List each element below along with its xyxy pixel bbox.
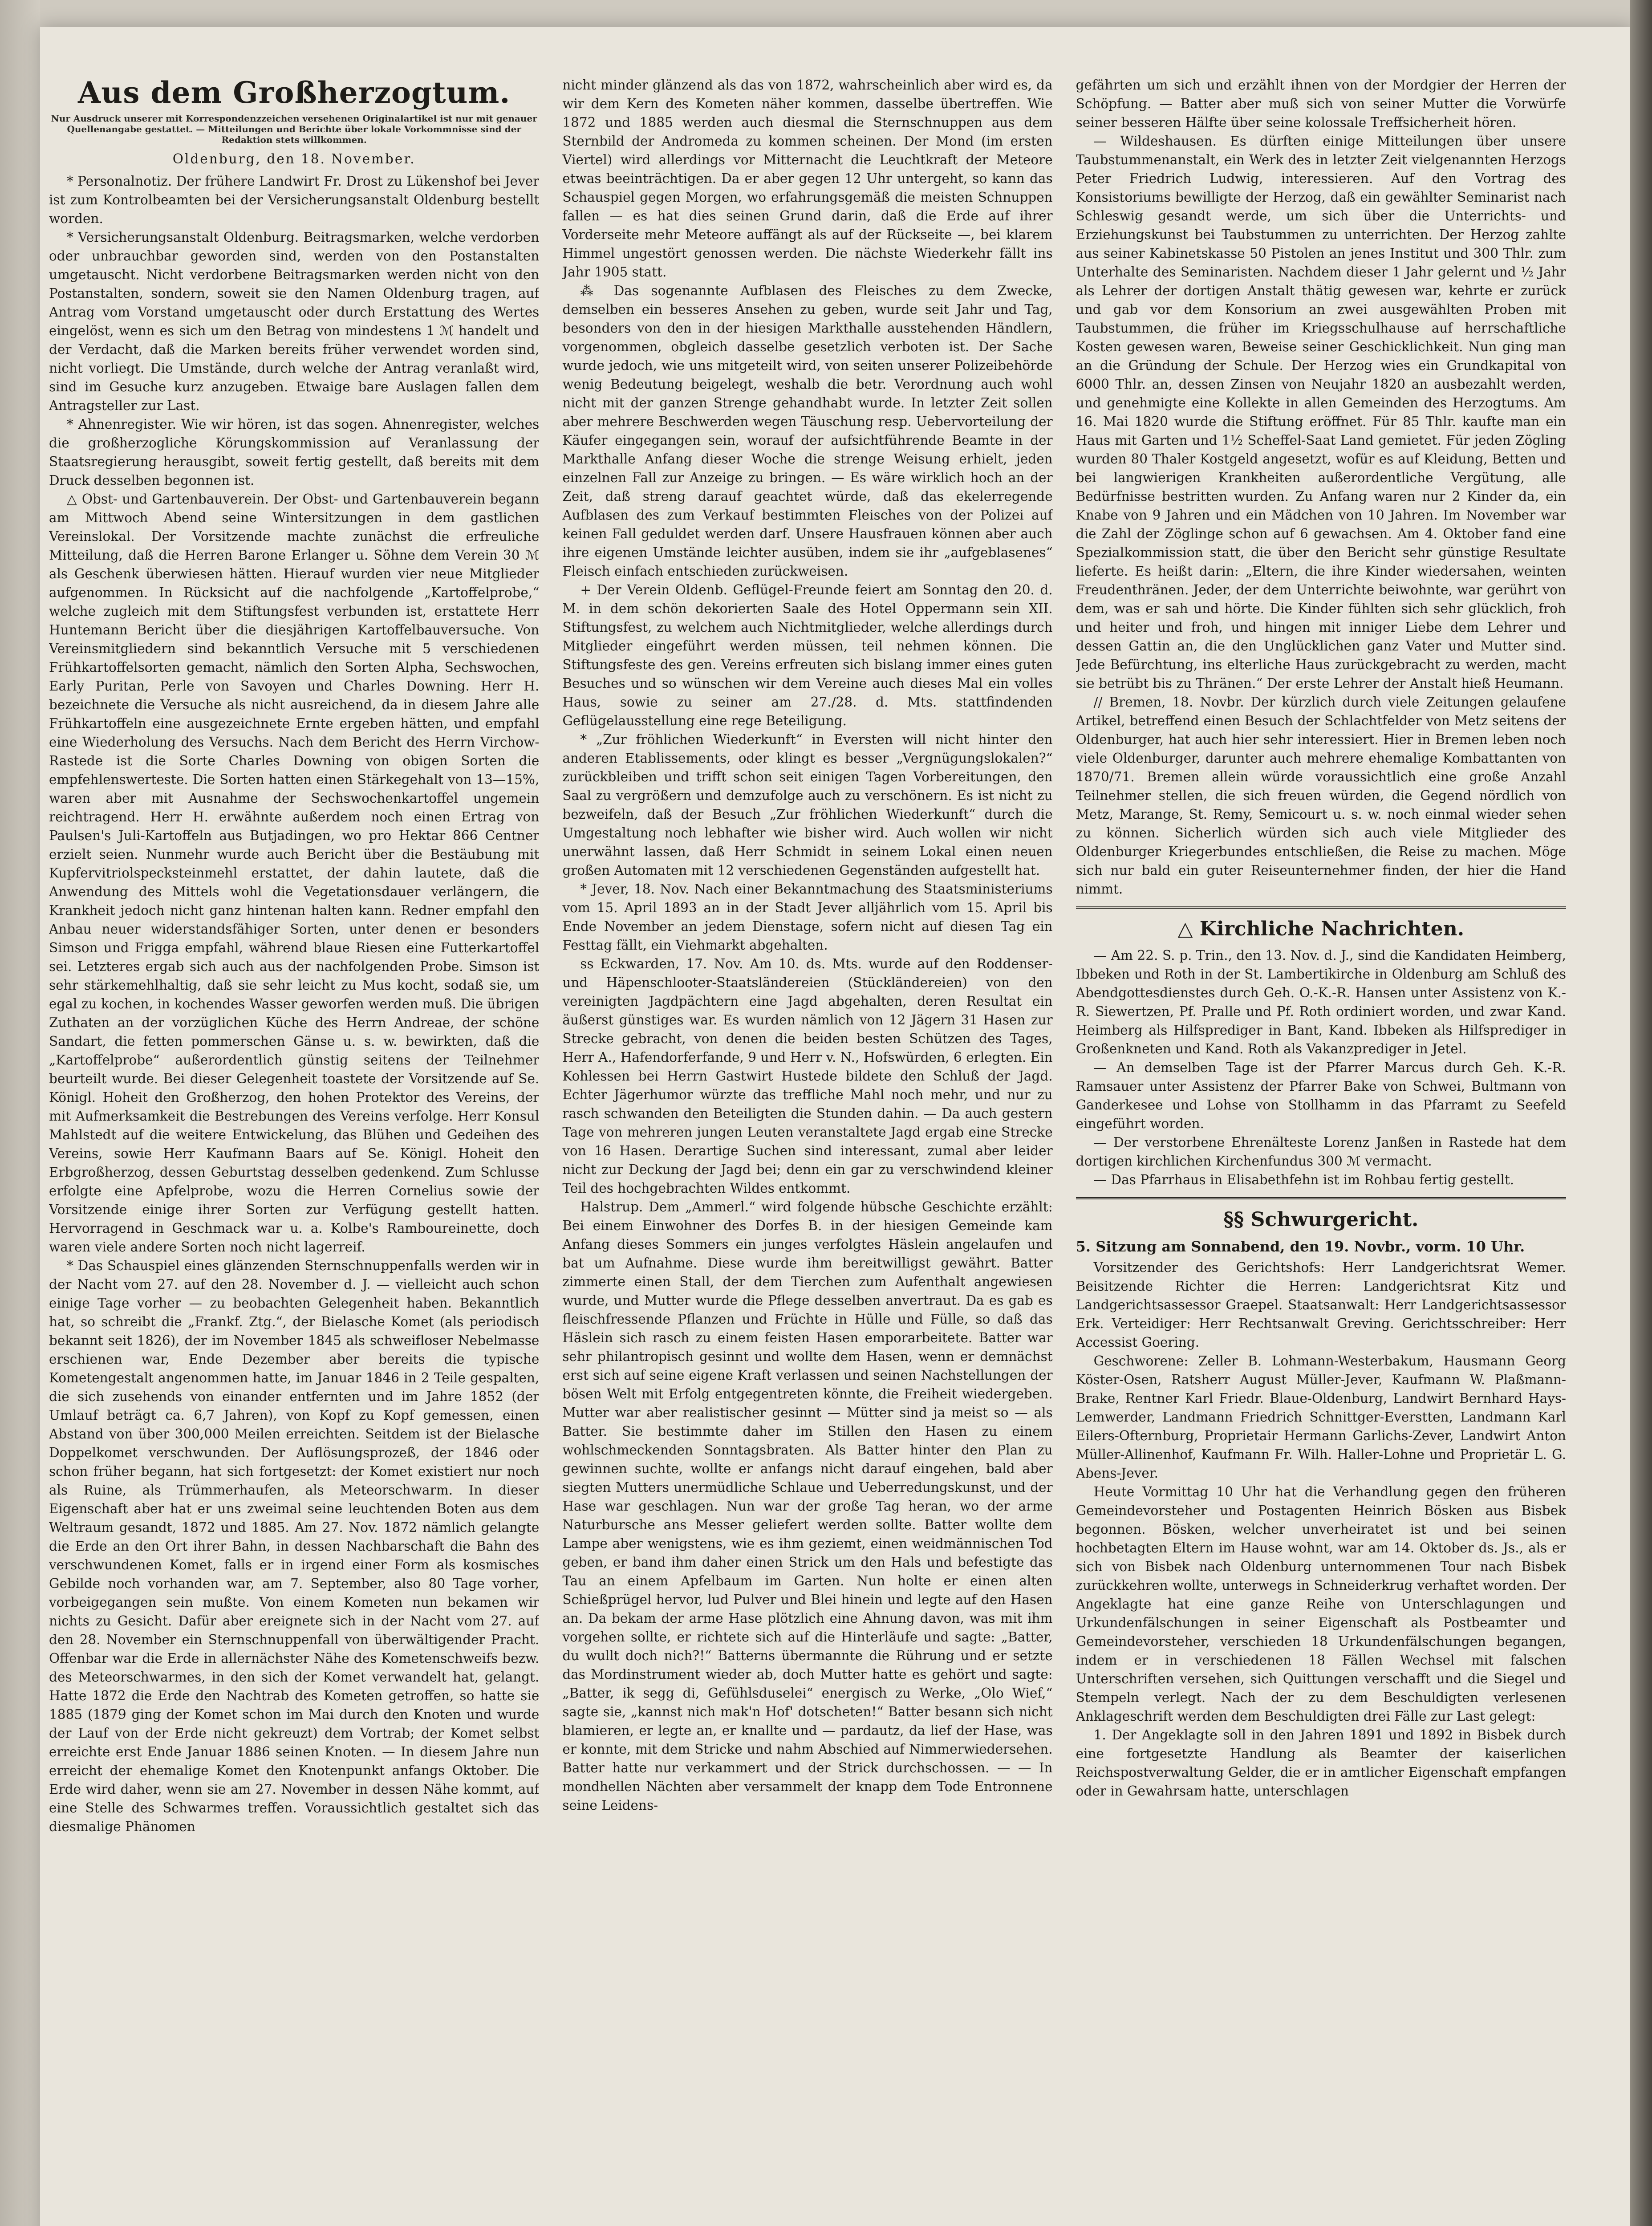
article-sternschnuppenfall: * Das Schauspiel eines glänzenden Sternschnuppenfalls werden wir in der Nacht vom 27. auf den 28. November d. J. — vielleicht auch schon einige Tage vorher — zu beobachten Gelegenheit haben. Bekanntlich hat, so schreibt die „Frankf. Ztg.“, der Bielasche Komet (als periodisch bekannt seit 1826), der im November 1845 als schweifloser Nebelmasse erschienen war, Ende Dezember aber bereits die typische Kometengestalt angenommen hatte, im Januar 1846 in 2 Teile gespalten, die sich zusehends von einander entfernten und im Jahre 1852 (der Umlauf beträgt ca. 6,7 Jahren), von Kopf zu Kopf gemessen, einen Abstand von über 300,000 Meilen erreichten. Seitdem ist der Bielasche Doppelkomet verschwunden. Der Auflösungsprozeß, der 1846 oder schon früher begann, hat sich fortgesetzt: der Komet existiert nur noch als Ruine, als Trümmerhaufen, als Meteorschwarm. In dieser Eigenschaft aber hat er uns zweimal seine leuchtenden Boten aus dem Weltraum gesandt, 1872 und 1885. Am 27. Nov. 1872 nämlich gelangte die Erde an den Ort ihrer Bahn, in dessen Nachbarschaft die Bahn des verschwundenen Komet, falls er in irgend einer Form als kosmisches Gebilde noch vorhanden war, am 7. September, also 80 Tage vorher, vorbeigegangen sein mußte. Von einem Kometen nun bekamen wir nichts zu Gesicht. Dafür aber ereignete sich in der Nacht vom 27. auf den 28. November ein Sternschnuppenfall von überwältigender Pracht. Offenbar war die Erde in allernächster Nähe des Kometenschweifs bezw. des Meteorschwarmes, in den sich der Komet verwandelt hat, gelangt. Hatte 1872 die Erde den Nachtrab des Kometen getroffen, so hatte sie 1885 (1879 ging der Komet schon im Mai durch den Knoten und wurde der Lauf von der Erde nicht gekreuzt) dem Vortrab; der Komet selbst erreichte erst Ende Januar 1886 seinen Knoten. — In diesem Jahre nun erreicht der ehemalige Komet den Knotenpunkt anfangs Oktober. Die Erde wird daher, wenn sie am 27. November in dessen Nähe kommt, auf eine Stelle des Schwarmes treffen. Voraussichtlich gestaltet sich das diesmalige Phänomen [49, 1258, 540, 1834]
article-jever-viehmarkt: * Jever, 18. Nov. Nach einer Bekanntmachung des Staatsministeriums vom 15. April 1893 an in der Stadt Jever alljährlich vom 15. April bis Ende November an jedem Dienstage, sofern nicht auf diesen Tag ein Festtag fällt, ein Viehmarkt abgehalten. [562, 881, 1053, 953]
column-2 [562, 76, 1052, 2226]
article-aufblasen-fleisch: ⁂ Das sogenannte Aufblasen des Fleisches zu dem Zwecke, demselben ein besseres Ansehen zu geben, wurde seit Jahr und Tag, besonders von den in der hiesigen Markthalle ausstehenden Händlern, vorgenommen, obgleich dasselbe gesetzlich verboten ist. Der Sache wurde jedoch, wie uns mitgeteilt wird, von seiten unserer Polizeibehörde wenig Bedeutung beigelegt, weshalb die betr. Verordnung auch wohl nicht mit der ganzen Strenge gehandhabt wurde. In letzter Zeit sollen aber mehrere Beschwerden wegen Täuschung resp. Uebervorteilung der Käufer eingegangen sein, worauf der aufsichtführende Beamte in der Markthalle Anfang dieser Woche die strenge Weisung erhielt, jeden einzelnen Fall zur Anzeige zu bringen. — Es wäre wirklich hoch an der Zeit, daß streng darauf geachtet würde, daß das ekelerregende Aufblasen des zum Verkauf bestimmten Fleisches von der Polizei auf keinen Fall geduldet werden darf. Unsere Hausfrauen können aber auch ihre eigenen Umstände leichter ausüben, indem sie ihr „aufgeblasenes“ Fleisch einfach entschieden zurückweisen. [562, 283, 1053, 579]
article-kirche-janssen: — Der verstorbene Ehrenälteste Lorenz Janßen in Rastede hat dem dortigen kirchlichen Kirchenfundus 300 ℳ vermacht. [1076, 1135, 1566, 1169]
article-wildeshausen: — Wildeshausen. Es dürften einige Mitteilungen über unsere Taubstummenanstalt, ein Werk des in letzter Zeit vielgenannten Herzogs Peter Friedrich Ludwig, interessieren. Auf den Vortrag des Konsistoriums bewilligte der Herzog, daß ein gewählter Seminarist nach Schleswig gesandt werde, um sich über die Unterrichts- und Erziehungskunst bei Taubstummen zu unterrichten. Der Herzog zahlte aus seiner Kabinetskasse 50 Pistolen an jenes Institut und 300 Thlr. zum Unterhalte des Seminaristen. Nachdem dieser 1 Jahr gelernt und ½ Jahr als Lehrer der dortigen Anstalt thätig gewesen war, kehrte er zurück und gab vor dem Konsorium an zwei ausgewählten Proben mit Taubstummen, die früher im Kriegsschulhause auf herrschaftliche Kosten gewesen waren, Beweise seiner Geschicklichkeit. Nun ging man an die Gründung der Schule. Der Herzog wies ein Grundkapital von 6000 Thlr. an, dessen Zinsen von Neujahr 1820 an ausbezahlt werden, und genehmigte eine Kollekte in allen Gemeinden des Herzogtums. Am 16. Mai 1820 wurde die Stiftung eröffnet. Für 85 Thlr. kaufte man ein Haus mit Garten und 1½ Scheffel-Saat Land gemietet. Für jeden Zögling wurden 80 Thaler Kostgeld angesetzt, wofür es auf Kleidung, Betten und bei langwierigen Krankheiten außerordentliche Vergütung, alle Bedürfnisse bestritten wurden. Zu Anfang waren nur 2 Kinder da, ein Knabe von 9 Jahren und ein Mädchen von 10 Jahren. Im November war die Zahl der Zöglinge schon auf 6 gewachsen. Am 4. Oktober fand eine Spezialkommission statt, die über den Bericht sehr günstige Resultate lieferte. Es heißt darin: „Eltern, die ihre Kinder wiedersahen, weinten Freudenthränen. Jeder, der dem Unterrichte beiwohnte, war gerührt von dem, was er sah und hörte. Die Kinder fühlten sich sehr glücklich, froh und heiter und froh, und hingen mit inniger Liebe dem Lehrer und dessen Gattin an, die den Unglücklichen ganz Vater und Mutter sind. Jede Befürchtung, ins elterliche Haus zurückgebracht zu werden, macht sie betrübt bis zu Thränen.“ Der erste Lehrer der Anstalt hieß Heumann. [1076, 134, 1566, 691]
article-schwurgericht-case: Heute Vormittag 10 Uhr hat die Verhandlung gegen den früheren Gemeindevorsteher und Postagenten Heinrich Bösken aus Bisbek begonnen. Bösken, welcher unverheiratet ist und bei seinen hochbetagten Eltern im Hause wohnt, war am 14. Oktober ds. Js., als er sich von Bisbek nach Oldenburg unternommenen Tour nach Bisbek zurückkehren wollte, unterwegs in Schneiderkrug verhaftet worden. Der Angeklagte hat eine ganze Reihe von Unterschlagungen und Urkundenfälschungen in seiner Eigenschaft als Postbeamter und Gemeindevorsteher, verschieden 18 Urkundenfälschungen begangen, indem er in verschiedenen 18 Fällen Wechsel mit falschen Unterschriften versehen, sich Quittungen verschafft und die Siegel und Stempeln verlegt. Nach der zu dem Beschuldigten verlesenen Anklageschrift werden dem Beschuldigten drei Fälle zur Last gelegt: [1076, 1484, 1566, 1724]
article-versicherungsanstalt: * Versicherungsanstalt Oldenburg. Beitragsmarken, welche verdorben oder unbrauchbar geworden sind, werden von den Postanstalten umgetauscht. Nicht verdorbene Beitragsmarken werden nicht von den Postanstalten, sondern, soweit sie den Namen Oldenburg tragen, auf Antrag vom Vorstand umgetauscht oder durch Erstattung des Wertes eingelöst, wenn es sich um den Betrag von mindestens 1 ℳ handelt und der Verdacht, daß die Marken bereits früher verwendet worden sind, nicht vorliegt. Die Umstände, durch welche der Antrag veranlaßt wird, sind im Gesuche kurz anzugeben. Etwaige bare Auslagen fallen dem Antragsteller zur Last. [49, 230, 540, 413]
article-sternschnuppen-cont: nicht minder glänzend als das von 1872, wahrscheinlich aber wird es, da wir dem Kern des Kometen näher kommen, dasselbe übertreffen. Wie 1872 und 1885 werden auch diesmal die Sternschnuppen aus dem Sternbild der Andromeda zu kommen scheinen. Der Mond (im ersten Viertel) wird allerdings vor Mitternacht die Leuchtkraft der Meteore etwas beeinträchtigen. Da er aber gegen 12 Uhr untergeht, so kann das Schauspiel gegen Morgen, wo erfahrungsgemäß die meisten Schnuppen fallen — es hat dies seinen Grund darin, daß die Erde auf ihrer Vorderseite mehr Meteore auffängt als auf der Rückseite —, bei klarem Himmel ungestört genossen werden. Die nächste Wiederkehr fällt ins Jahr 1905 statt. [562, 77, 1053, 280]
article-obst-gartenbauverein: △ Obst- und Gartenbauverein. Der Obst- und Gartenbauverein begann am Mittwoch Abend seine Wintersitzungen in dem gastlichen Vereinslokal. Der Vorsitzende machte zunächst die erfreuliche Mitteilung, daß die Herren Barone Erlanger u. Söhne dem Verein 30 ℳ als Geschenk überwiesen hätten. Hierauf wurden vier neue Mitglieder aufgenommen. In Rücksicht auf die nachfolgende „Kartoffelprobe,“ welche zugleich mit dem Stiftungsfest verbunden ist, erstattete Herr Huntemann Bericht über die diesjährigen Kartoffelbauversuche. Von Vereinsmitgliedern sind bekanntlich Versuche mit 5 verschiedenen Frühkartoffelsorten gemacht, nämlich den Sorten Alpha, Sechswochen, Early Puritan, Perle von Savoyen und Charles Downing. Herr H. bezeichnete die Versuche als nicht ausreichend, da in diesem Jahre alle Frühkartoffeln eine ausgezeichnete Ernte ergeben hätten, und empfahl eine Wiederholung des Versuchs. Nach dem Bericht des Herrn Virchow-Rastede ist die Sorte Charles Downing von obigen Sorten die empfehlenswerteste. Die Sorten hatten einen Stärkegehalt von 13—15%, waren aber mit Ausnahme der Sechswochenkartoffel ungemein reichtragend. Herr H. erwähnte außerdem noch einen Ertrag von Paulsen's Juli-Kartoffeln aus Butjadingen, wo pro Hektar 866 Centner erzielt seien. Nunmehr wurde auch Bericht über die Bestäubung mit Kupfervitriolspecksteinmehl erstattet, der dahin lautete, daß die Anwendung des Mittels wohl die Vegetationsdauer verlängern, die Krankheit jedoch nicht ganz hintenan halten kann. Redner empfahl den Anbau neuer widerstandsfähiger Sorten, unter denen er besonders Simson und Frigga empfahl, während blaue Riesen eine Futterkartoffel sei. Letzteres ergab sich auch aus der nachfolgenden Probe. Simson ist sehr stärkemehlhaltig, daß sie sehr leicht zu Mus kocht, sodaß sie, um egal zu kochen, in kochendes Wasser geworfen werden muß. Die übrigen Zuthaten an der vorzüglichen Küche des Herrn Andreae, der schöne Sandart, die fetten pommerschen Gänse u. s. w. bewirkten, daß die „Kartoffelprobe“ außerordentlich günstig seitens der Teilnehmer beurteilt wurde. Bei dieser Gelegenheit toastete der Vorsitzende auf Se. Königl. Hoheit den Großherzog, den hohen Protektor des Vereins, der mit Aufmerksamkeit die Bestrebungen des Vereins verfolge. Herr Konsul Mahlstedt auf die weitere Entwickelung, das Blühen und Gedeihen des Vereins, sowie Herr Kaufmann Baars auf Se. Königl. Hoheit den Erbgroßherzog, dessen Geburtstag desselben gedenkend. Zum Schlusse erfolgte eine Apfelprobe, wozu die Herren Cornelius sowie der Vorsitzende einige ihrer Sorten zur Verfügung gestellt hatten. Hervorragend in Geschmack war u. a. Kolbe's Ramboureinette, doch waren viele andere Sorten noch nicht lagerreif. [49, 492, 540, 1255]
article-schwurgericht-jurors: Geschworene: Zeller B. Lohmann-Westerbakum, Hausmann Georg Köster-Osen, Ratsherr August Müller-Jever, Kaufmann W. Plaßmann-Brake, Rentner Karl Friedr. Blaue-Oldenburg, Landwirt Bernhard Hays-Lemwerder, Landmann Friedrich Schnittger-Everstten, Landmann Karl Eilers-Ofternburg, Proprietair Hermann Garlichs-Zever, Landwirt Anton Müller-Allinenhof, Kaufmann Fr. Wilh. Haller-Lohne und Proprietär L. G. Abens-Jever. [1076, 1353, 1566, 1481]
article-bremen: // Bremen, 18. Novbr. Der kürzlich durch viele Zeitungen gelaufene Artikel, betreffend einen Besuch der Schlachtfelder von Metz seitens der Oldenburger, hat auch hier sehr interessiert. Hier in Bremen leben noch viele Oldenburger, darunter auch mehrere ehemalige Kombattanten von 1870/71. Bremen allein würde voraussichtlich eine große Anzahl Teilnehmer stellen, die sich freuen würden, die Gegend nördlich von Metz, Marange, St. Remy, Semicourt u. s. w. noch einmal wieder sehen zu können. Sicherlich würden sich auch viele Mitglieder des Oldenburger Kriegerbundes entschließen, die Reise zu machen. Möge sich nur bald ein guter Reiseunternehmer finden, der hier die Hand nimmt. [1076, 695, 1566, 897]
dateline: Oldenburg, den 18. November. [172, 151, 416, 167]
article-kirche-ordination: — Am 22. S. p. Trin., den 13. Nov. d. J., sind die Kandidaten Heimberg, Ibbeken und Roth in der St. Lambertikirche in Oldenburg am Schluß des Abendgottesdienstes durch Geh. O.-K.-R. Hansen unter Assistenz von K.-R. Siewertzen, Pf. Pralle und Pf. Roth ordiniert worden, und zwar Kand. Heimberg als Hilfsprediger in Bant, Kand. Ibbeken als Hilfsprediger in Großenkneten und Kand. Roth als Vakanzprediger in Jetel. [1076, 948, 1566, 1056]
kirchliche-nachrichten-title: △ Kirchliche Nachrichten. [1177, 918, 1465, 940]
article-personalnotiz: * Personalnotiz. Der frühere Landwirt Fr. Drost zu Lükenshof bei Jever ist zum Kontrolbeamten bei der Versicherungsanstalt Oldenburg bestellt worden. [49, 174, 540, 226]
article-halstrup-hase: Halstrup. Dem „Ammerl.“ wird folgende hübsche Geschichte erzählt: Bei einem Einwohner des Dorfes B. in der hiesigen Gemeinde kam Anfang dieses Sommers ein junges verfolgtes Häslein angelaufen und bat um Aufnahme. Diese wurde ihm bereitwilligst gewährt. Batter zimmerte einen Stall, der dem Tierchen zum Aufenthalt angewiesen wurde, und Mutter wurde die Pflege desselben anvertraut. Da es gab es fleischfressende Pflanzen und Früchte in Hülle und Fülle, so daß das Häslein sich rasch zu einem feisten Hasen emporarbeitete. Batter war sehr philantropisch gesinnt und wollte dem Hasen, wenn er demnächst erst sich auf seine eigene Kraft verlassen und seinen Nachstellungen der bösen Welt mit Erfolg entgegentreten könnte, die Freiheit wiedergeben. Mutter war aber realistischer gesinnt — Mütter sind ja meist so — als Batter. Sie bestimmte daher im Stillen den Hasen zu einem wohlschmeckenden Sonntagsbraten. Als Batter hinter den Plan zu gewinnen suchte, wollte er anfangs nicht darauf eingehen, bald aber siegten Mutters unermüdliche Schlaue und Ueberredungskunst, und der Hase war geschlagen. Nun war der große Tag heran, wo der arme Naturbursche ans Messer geliefert werden sollte. Batter wollte dem Lampe aber wenigstens, wie es ihm geziemt, einen weidmännischen Tod geben, er band ihm daher einen Strick um den Hals und befestigte das Tau an einem Apfelbaum im Garten. Nun holte er einen alten Schießprügel hervor, lud Pulver und Blei hinein und legte auf den Hasen an. Da bekam der arme Hase plötzlich eine Ahnung davon, was mit ihm vorgehen sollte, er richtete sich auf die Hinterläufe und sagte: „Batter, du wullt doch nich?!“ Batterns übermannte die Rührung und er setzte das Mordinstrument wieder ab, doch Mutter hatte es gehört und sagte: „Batter, ik segg di, Gefühlsduselei“ energisch zu Werke, „Olo Wief,“ sagte sie, „kannst nich mak'n Hof' dotscheten!“ Batter besann sich nicht blamieren, er legte an, er knallte und — pardautz, da lief der Hase, was er konnte, mit dem Stricke und nahm Abschied auf Nimmerwiedersehen. Batter hatte nur verkammert und der Strick durchschossen. — — In mondhellen Nächten aber versammelt der knapp dem Tode Entronnene seine Leidens- [562, 1199, 1053, 1813]
article-schwurgericht-charge-1: 1. Der Angeklagte soll in den Jahren 1891 und 1892 in Bisbek durch eine fortgesetzte Handlung als Beamter der kaiserlichen Reichspostverwaltung Gelder, die er in amtlicher Eigenschaft empfangen oder in Gewahrsam hatte, unterschlagen [1076, 1727, 1566, 1799]
article-froehliche-wiederkunft: * „Zur fröhlichen Wiederkunft“ in Eversten will nicht hinter den anderen Etablissements, oder klingt es besser „Vergnügungslokalen?“ zurückbleiben und trifft schon seit einigen Tagen Vorbereitungen, den Saal zu vergrößern und demzufolge auch zu verschönern. Es ist nicht zu bezweifeln, daß der Besuch „Zur fröhlichen Wiederkunft“ durch die Umgestaltung noch lebhafter wie bisher wird. Auch wollen wir nicht unerwähnt lassen, daß Herr Schmidt in seinem Lokal einen neuen großen Automaten mit 12 verschiedenen Gegenständen aufgestellt hat. [562, 732, 1053, 878]
section-divider-2 [1076, 1197, 1566, 1199]
article-gefluegel-freunde: + Der Verein Oldenb. Geflügel-Freunde feiert am Sonntag den 20. d. M. in dem schön dekorierten Saale des Hotel Oppermann sein XII. Stiftungsfest, zu welchem auch Nichtmitglieder, welche allerdings durch Mitglieder eingeführt werden müssen, teil nehmen können. Die Stiftungsfeste des gen. Vereins erfreuten sich bislang immer eines guten Besuches und so wünschen wir dem Vereine auch dieses Mal ein volles Haus, sowie zu seiner am 27./28. d. Mts. stattfindenden Geflügelausstellung eine rege Beteiligung. [562, 582, 1053, 728]
article-ahnenregister: * Ahnenregister. Wie wir hören, ist das sogen. Ahnenregister, welches die großherzogliche Körungskommission auf Veranlassung der Staatsregierung herausgibt, soweit fertig gestellt, daß bereits mit dem Druck desselben begonnen ist. [49, 417, 540, 488]
section-divider [1076, 906, 1566, 909]
scan-left-margin [0, 0, 40, 2226]
schwurgericht-session: 5. Sitzung am Sonnabend, den 19. Novbr., vorm. 10 Uhr. [1076, 1238, 1525, 1255]
text-columns [49, 76, 1589, 2226]
article-eckwarden-jagd: ss Eckwarden, 17. Nov. Am 10. ds. Mts. wurde auf den Roddenser- und Häpenschlooter-Staatsländereien (Stückländereien) von den vereinigten Jagdpächtern eine Jagd abgehalten, deren Resultat ein äußerst günstiges war. Es wurden nämlich von 12 Jägern 31 Hasen zur Strecke gebracht, von denen die beiden besten Schützen des Tages, Herr A., Hafendorferfande, 9 und Herr v. N., Hofswürden, 6 erlegten. Ein Kohlessen bei Herrn Gastwirt Hustede bildete den Schluß der Jagd. Echter Jägerhumor würzte das treffliche Mahl noch mehr, und nur zu rasch schwanden den Beteiligten die Stunden dahin. — Da auch gestern Tage von mehreren jungen Leuten veranstaltete Jagd ergab eine Strecke von 16 Hasen. Derartige Suchen sind interessant, zumal aber leider nicht zur Deckung der Jagd bei; denn ein gar zu verschwindend kleiner Teil des hochgebrachten Wildes entkommt. [562, 956, 1053, 1196]
article-schwurgericht-court: Vorsitzender des Gerichtshofs: Herr Landgerichtsrat Wemer. Beisitzende Richter die Herren: Landgerichtsrat Kitz und Landgerichtsassessor Graepel. Staatsanwalt: Herr Landgerichtsassessor Erk. Verteidiger: Herr Rechtsanwalt Greving. Gerichtsschreiber: Herr Accessist Goering. [1076, 1260, 1566, 1350]
column-3 [1076, 76, 1566, 2226]
article-kirche-pfarrhaus: — Das Pfarrhaus in Elisabethfehn ist im Rohbau fertig gestellt. [1093, 1172, 1514, 1187]
column-1 [49, 76, 539, 2226]
reprint-note: Nur Ausdruck unserer mit Korrespondenzzeichen versehenen Originalartikel ist nur mit genauer Quellenangabe gestattet. — Mitteilungen und Berichte über lokale Vorkommnisse sind der Redaktion stets willkommen. [51, 113, 537, 145]
section-title: Aus dem Großherzogtum. [78, 76, 511, 110]
article-halstrup-cont: gefährten um sich und erzählt ihnen von der Mordgier der Herren der Schöpfung. — Batter aber muß sich von seiner Mutter die Vorwürfe seiner besseren Hälfte über seine kolossale Treffsicherheit hören. [1076, 77, 1566, 130]
schwurgericht-title: §§ Schwurgericht. [1223, 1208, 1419, 1231]
article-kirche-marcus: — An demselben Tage ist der Pfarrer Marcus durch Geh. K.-R. Ramsauer unter Assistenz der Pfarrer Bake von Schwei, Bultmann von Ganderkesee und Lohse von Stollhamm in das Pfarramt zu Seefeld eingeführt worden. [1076, 1060, 1566, 1131]
book-edge [1630, 0, 1652, 2226]
